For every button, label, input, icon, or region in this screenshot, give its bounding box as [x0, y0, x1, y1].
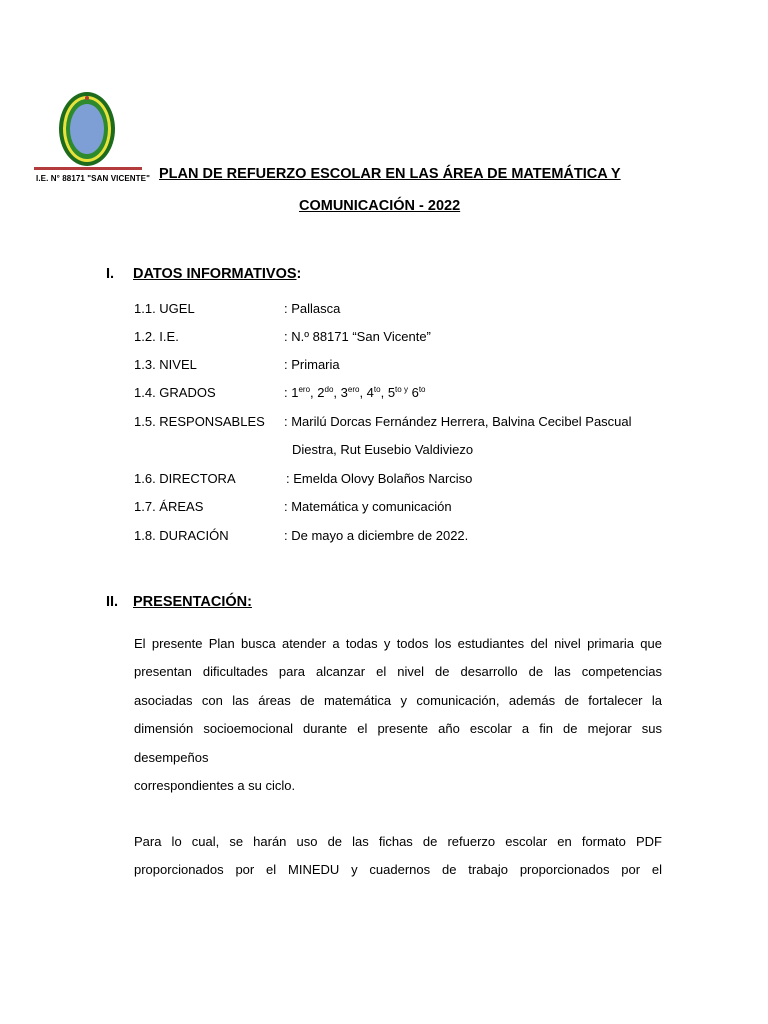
info-row-responsables-continued: [292, 442, 473, 457]
school-name-caption: I.E. N° 88171 "SAN VICENTE": [36, 174, 150, 183]
school-emblem-logo: [58, 90, 116, 168]
section-label: PRESENTACIÓN:: [133, 594, 252, 610]
section-colon: :: [296, 266, 302, 282]
document-title-line-1: PLAN DE REFUERZO ESCOLAR EN LAS ÁREA DE MATEMÁTICA Y: [159, 166, 621, 182]
info-key: 1.8. DURACIÓN: [134, 528, 229, 543]
presentation-paragraph-2: [134, 828, 662, 885]
grados-prefix: :: [284, 385, 292, 400]
info-row-ugel: [134, 301, 340, 316]
grade-2: 2: [317, 385, 325, 400]
paragraph-line: dimensión socioemocional durante el presente año escolar a fin de mejorar sus: [134, 721, 662, 737]
document-title-line-2: COMUNICACIÓN - 2022: [299, 198, 461, 214]
info-row-duracion: [134, 528, 468, 543]
info-key: 1.7. ÁREAS: [134, 499, 204, 514]
grade-1: 1: [291, 385, 299, 400]
info-key: 1.3. NIVEL: [134, 357, 197, 372]
info-row-ie: [134, 329, 431, 344]
info-value: Diestra, Rut Eusebio Valdiviezo: [292, 442, 474, 457]
section-heading-datos-informativos: [106, 266, 301, 282]
info-value: : Emelda Olovy Bolaños Narciso: [286, 471, 473, 486]
info-key: 1.2. I.E.: [134, 329, 179, 344]
info-key: 1.6. DIRECTORA: [134, 471, 236, 486]
grade-4-suffix: to: [373, 385, 381, 394]
paragraph-line: asociadas con las áreas de matemática y comunicación, además de fortalecer la: [134, 692, 662, 708]
info-value: : Primaria: [284, 357, 340, 372]
grade-5-suffix: to y: [395, 385, 408, 394]
paragraph-line: desempeños: [134, 749, 209, 765]
section-number: II.: [106, 594, 119, 610]
info-row-directora: [134, 471, 472, 486]
presentation-paragraph-1: [134, 630, 662, 800]
grade-4: 4: [366, 385, 374, 400]
grade-5: 5: [387, 385, 396, 400]
logo-underline-rule: [34, 167, 142, 170]
paragraph-line: El presente Plan busca atender a todas y todos los estudiantes del nivel primaria que: [134, 636, 662, 651]
grade-3-suffix: ero: [347, 385, 360, 394]
info-value: : Marilú Dorcas Fernández Herrera, Balvina Cecibel Pascual: [284, 414, 632, 429]
info-row-nivel: [134, 357, 340, 372]
info-value: : De mayo a diciembre de 2022.: [284, 528, 469, 543]
grade-6: 6: [411, 385, 419, 400]
section-label: DATOS INFORMATIVOS: [133, 266, 297, 282]
info-row-areas: [134, 499, 452, 514]
info-row-responsables: [134, 414, 632, 429]
info-key: 1.5. RESPONSABLES: [134, 414, 265, 429]
paragraph-line: correspondientes a su ciclo.: [134, 777, 296, 793]
paragraph-line: proporcionados por el MINEDU y cuadernos de trabajo proporcionados por el: [134, 862, 662, 878]
grade-6-suffix: to: [418, 385, 426, 394]
grade-1-suffix: ero: [298, 385, 311, 394]
info-key: 1.1. UGEL: [134, 301, 195, 316]
section-heading-presentacion: [106, 594, 252, 610]
info-row-grados: 1.4. GRADOS : $1^{ero}$, $2^{do}$, $3^{ero}$, $4^{to}$, $5^{to y}$ $6^{to}$: [134, 385, 426, 400]
info-key: 1.4. GRADOS: [134, 385, 216, 400]
section-number: I.: [106, 266, 115, 282]
paragraph-line: presentan dificultades para alcanzar el nivel de desarrollo de las competencias: [134, 664, 662, 680]
paragraph-line: Para lo cual, se harán uso de las fichas de refuerzo escolar en formato PDF: [134, 834, 662, 849]
grade-2-suffix: do: [324, 385, 334, 394]
grade-3: 3: [340, 385, 348, 400]
info-value: : N.º 88171 “San Vicente”: [284, 329, 431, 344]
info-value: : Matemática y comunicación: [284, 499, 452, 514]
info-value: : Pallasca: [284, 301, 341, 316]
